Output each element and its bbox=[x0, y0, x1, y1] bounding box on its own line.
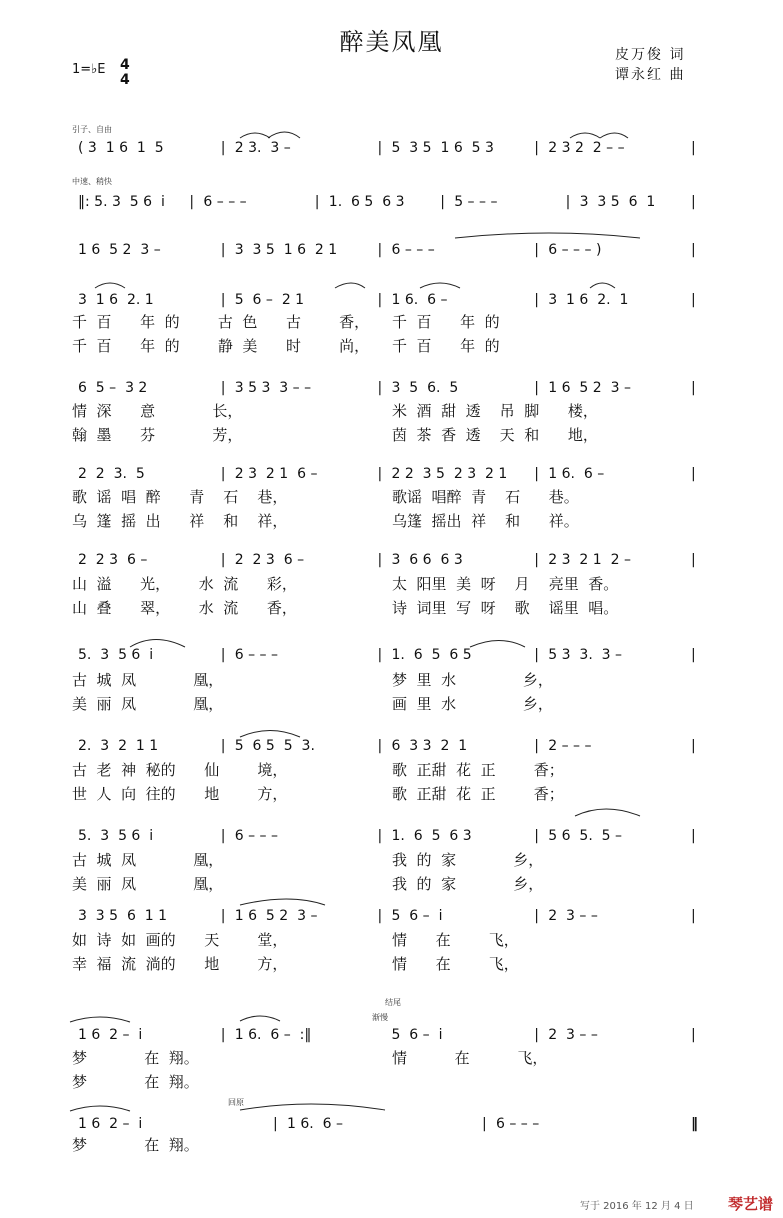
lyric-line bbox=[0, 574, 783, 594]
lyric-phrase: 我 的 家 乡， bbox=[392, 875, 544, 893]
barline: | bbox=[377, 242, 383, 258]
barline: | bbox=[220, 466, 226, 482]
notation-line bbox=[0, 290, 783, 314]
measure: 3 5 3 3 – – bbox=[234, 380, 312, 396]
barline: | bbox=[691, 908, 696, 924]
notation-line bbox=[0, 906, 783, 930]
measure: 6 – – – bbox=[391, 242, 435, 258]
barline: | bbox=[220, 242, 226, 258]
barline: | bbox=[691, 647, 696, 663]
lyric-phrase: 情 在 飞， bbox=[392, 931, 519, 949]
measure: 2 2 3 6 – bbox=[78, 552, 148, 568]
measure: 1 6 5 2 3 – bbox=[78, 242, 161, 258]
barline: | bbox=[534, 908, 539, 924]
barline: | bbox=[691, 242, 696, 258]
measure: 6 – – – bbox=[203, 194, 247, 210]
lyric-phrase: 古 城 凤 凰， bbox=[72, 671, 224, 689]
measure: 2 – – – bbox=[548, 738, 592, 754]
lyric-line bbox=[0, 1048, 783, 1068]
barline: | bbox=[377, 552, 383, 568]
composer-credit: 谭永红 曲 bbox=[615, 67, 686, 83]
lyric-phrase: 梦 在 翔。 bbox=[72, 1049, 199, 1067]
notation-line bbox=[0, 464, 783, 488]
measure: 5. 3 5 6 i bbox=[78, 647, 154, 663]
barline: | bbox=[534, 828, 539, 844]
barline: | bbox=[377, 380, 383, 396]
barline: | bbox=[220, 908, 226, 924]
measure: 1 6. 6 – bbox=[548, 466, 605, 482]
measure: 2 3 – – bbox=[548, 908, 598, 924]
barline: | bbox=[273, 1116, 278, 1132]
barline: | bbox=[534, 552, 539, 568]
lyric-phrase: 歌 正甜 花 正 香； bbox=[392, 761, 564, 779]
lyric-phrase: 我 的 家 乡， bbox=[392, 851, 544, 869]
measure: 2 3 2 1 6 – bbox=[234, 466, 318, 482]
measure: 5 6 – 2 1 bbox=[234, 292, 305, 308]
lyric-phrase: 画 里 水 乡， bbox=[392, 695, 553, 713]
barline: | bbox=[691, 828, 696, 844]
barline: | bbox=[691, 738, 696, 754]
measure: ‖: 5. 3 5 6 i bbox=[78, 194, 165, 210]
lyric-line bbox=[0, 874, 783, 894]
measure: 5 3 5 1 6 5 3 bbox=[391, 140, 494, 156]
barline: | bbox=[691, 466, 696, 482]
barline: | bbox=[220, 552, 226, 568]
song-title: 醉美凤凰 bbox=[339, 28, 444, 56]
lyric-line bbox=[0, 784, 783, 804]
lyric-line bbox=[0, 425, 783, 445]
lyric-phrase: 千 百 年 的 bbox=[392, 313, 500, 331]
lyric-phrase: 梦 里 水 乡， bbox=[392, 671, 553, 689]
lyric-phrase: 梦 在 翔。 bbox=[72, 1073, 199, 1091]
barline: | bbox=[377, 140, 383, 156]
lyric-line bbox=[0, 850, 783, 870]
coda-mark: 回原 bbox=[228, 1098, 244, 1107]
lyric-line bbox=[0, 401, 783, 421]
barline: | bbox=[377, 738, 383, 754]
measure: 1 6 5 2 3 – bbox=[548, 380, 631, 396]
lyric-phrase: 情 深 意 长， bbox=[72, 402, 243, 420]
lyric-phrase: 古 城 凤 凰， bbox=[72, 851, 224, 869]
notation-line bbox=[0, 192, 783, 216]
barline: | bbox=[482, 1116, 487, 1132]
lyric-phrase: 诗 词里 写 呀 歌 谣里 唱。 bbox=[392, 599, 619, 617]
measure: 1 6. 6 – bbox=[287, 1116, 343, 1132]
barline: | bbox=[691, 380, 696, 396]
barline: | bbox=[440, 194, 445, 210]
lyric-phrase: 千 百 年 的 古 色 古 香， bbox=[72, 313, 370, 331]
tempo-mark: 中速、稍快 bbox=[72, 177, 112, 186]
notation-line bbox=[0, 1025, 783, 1049]
notation-line bbox=[0, 736, 783, 760]
measure: 1 6. 6 – :‖ bbox=[234, 1027, 312, 1043]
measure: 2 2 3. 5 bbox=[78, 466, 145, 482]
measure: 3 3 5 1 6 2 1 bbox=[234, 242, 338, 258]
barline: | bbox=[534, 140, 539, 156]
barline: | bbox=[377, 292, 383, 308]
measure: 5 6 – i bbox=[391, 1027, 443, 1043]
barline: | bbox=[220, 292, 226, 308]
notation-line bbox=[0, 645, 783, 669]
lyric-line bbox=[0, 1072, 783, 1092]
lyric-line bbox=[0, 487, 783, 507]
ending-mark: 结尾 bbox=[385, 998, 401, 1007]
lyric-line bbox=[0, 760, 783, 780]
notation-line bbox=[0, 826, 783, 850]
measure: 2 3. 3 – bbox=[234, 140, 291, 156]
barline: | bbox=[377, 908, 383, 924]
measure: 1 6 2 – i bbox=[78, 1116, 143, 1132]
barline: | bbox=[220, 1027, 226, 1043]
lyric-phrase: 幸 福 流 淌的 地 方， bbox=[72, 955, 288, 973]
lyric-phrase: 情 在 飞， bbox=[392, 955, 519, 973]
lyric-phrase: 如 诗 如 画的 天 堂， bbox=[72, 931, 288, 949]
lyric-phrase: 乌篷 摇出 祥 和 祥。 bbox=[392, 512, 579, 530]
measure: ( 3 1 6 1 5 bbox=[78, 140, 164, 156]
lyric-line bbox=[0, 670, 783, 690]
measure: 3 1 6 2. 1 bbox=[78, 292, 154, 308]
lyric-line bbox=[0, 511, 783, 531]
measure: 5 – – – bbox=[454, 194, 498, 210]
measure: 2 2 3 5 2 3 2 1 bbox=[391, 466, 508, 482]
key-signature: 1=♭E bbox=[72, 62, 106, 77]
lyric-line bbox=[0, 930, 783, 950]
measure: 6 5 – 3 2 bbox=[78, 380, 148, 396]
measure: 2 3 – – bbox=[548, 1027, 598, 1043]
lyric-phrase: 美 丽 凤 凰， bbox=[72, 875, 224, 893]
barline: | bbox=[314, 194, 320, 210]
lyric-phrase: 世 人 向 往的 地 方， bbox=[72, 785, 288, 803]
barline: | bbox=[691, 140, 696, 156]
lyric-line bbox=[0, 336, 783, 356]
notation-line bbox=[0, 138, 783, 162]
notation-line bbox=[0, 378, 783, 402]
lyric-phrase: 太 阳里 美 呀 月 亮里 香。 bbox=[392, 575, 619, 593]
barline: | bbox=[565, 194, 571, 210]
measure: 6 – – – bbox=[496, 1116, 540, 1132]
measure: 1. 6 5 6 3 bbox=[328, 194, 405, 210]
intro-mark: 引子、自由 bbox=[72, 125, 112, 134]
lyric-phrase: 千 百 年 的 bbox=[392, 337, 500, 355]
measure: 6 – – – bbox=[234, 647, 279, 663]
barline: | bbox=[534, 647, 539, 663]
lyric-phrase: 情 在 飞， bbox=[392, 1049, 548, 1067]
barline: | bbox=[377, 647, 383, 663]
measure: 2 3 2 1 2 – bbox=[548, 552, 631, 568]
measure: 6 3 3 2 1 bbox=[391, 738, 468, 754]
lyric-line bbox=[0, 312, 783, 332]
barline: | bbox=[220, 828, 226, 844]
lyric-phrase: 翰 墨 芬 芳， bbox=[72, 426, 243, 444]
lyric-phrase: 乌 篷 摇 出 祥 和 祥， bbox=[72, 512, 288, 530]
measure: 6 – – – ) bbox=[548, 242, 602, 258]
measure: 2. 3 2 1 1 bbox=[78, 738, 159, 754]
measure: 5 3 3. 3 – bbox=[548, 647, 623, 663]
barline: | bbox=[691, 292, 696, 308]
barline: | bbox=[220, 140, 226, 156]
measure: 1 6 2 – i bbox=[78, 1027, 143, 1043]
time-signature bbox=[120, 58, 130, 88]
barline: | bbox=[534, 242, 539, 258]
watermark: 琴艺谱 bbox=[727, 1195, 773, 1213]
barline: | bbox=[220, 380, 226, 396]
rit-mark: 渐慢 bbox=[372, 1013, 388, 1022]
barline: | bbox=[691, 194, 696, 210]
measure: 1 6 5 2 3 – bbox=[234, 908, 318, 924]
measure: 1. 6 5 6 3 bbox=[391, 828, 472, 844]
measure: 3 1 6 2. 1 bbox=[548, 292, 629, 308]
measure: 6 – – – bbox=[234, 828, 279, 844]
time-sig-top: 4 bbox=[120, 57, 130, 73]
notation-line bbox=[0, 240, 783, 264]
barline: | bbox=[534, 1027, 539, 1043]
measure: 1 6. 6 – bbox=[391, 292, 448, 308]
lyricist-credit: 皮万俊 词 bbox=[615, 47, 686, 63]
lyric-phrase: 米 酒 甜 透 吊 脚 楼， bbox=[392, 402, 598, 420]
barline: | bbox=[534, 380, 539, 396]
barline: | bbox=[189, 194, 195, 210]
measure: 5 6 5. 5 – bbox=[548, 828, 623, 844]
lyric-phrase: 古 老 神 秘的 仙 境， bbox=[72, 761, 288, 779]
measure: 5. 3 5 6 i bbox=[78, 828, 154, 844]
measure: 3 5 6. 5 bbox=[391, 380, 459, 396]
barline: | bbox=[691, 552, 696, 568]
measure: 2 3 2 2 – – bbox=[548, 140, 625, 156]
notation-line bbox=[0, 550, 783, 574]
lyric-phrase: 歌谣 唱醉 青 石 巷。 bbox=[392, 488, 579, 506]
measure: 3 3 5 6 1 bbox=[579, 194, 656, 210]
barline: | bbox=[534, 292, 539, 308]
barline: | bbox=[534, 738, 539, 754]
measure: 5 6 5 5 3. bbox=[234, 738, 315, 754]
date-note: 写于 2016 年 12 月 4 日 bbox=[580, 1201, 694, 1212]
lyric-line bbox=[0, 694, 783, 714]
lyric-phrase: 茵 茶 香 透 天 和 地， bbox=[392, 426, 598, 444]
barline: | bbox=[534, 466, 539, 482]
lyric-line bbox=[0, 1135, 783, 1155]
measure: 2 2 3 6 – bbox=[234, 552, 305, 568]
barline: | bbox=[220, 738, 226, 754]
measure: 1. 6 5 6 5 bbox=[391, 647, 472, 663]
measure: 3 3 5 6 1 1 bbox=[78, 908, 168, 924]
lyric-line bbox=[0, 598, 783, 618]
barline: | bbox=[220, 647, 226, 663]
barline: | bbox=[377, 828, 383, 844]
lyric-phrase: 美 丽 凤 凰， bbox=[72, 695, 224, 713]
time-sig-bottom: 4 bbox=[120, 72, 130, 88]
lyric-phrase: 梦 在 翔。 bbox=[72, 1136, 199, 1154]
barline: | bbox=[691, 1027, 696, 1043]
lyric-phrase: 千 百 年 的 静 美 时 尚， bbox=[72, 337, 370, 355]
barline: ‖ bbox=[691, 1116, 698, 1132]
measure: 3 6 6 6 3 bbox=[391, 552, 463, 568]
lyric-phrase: 山 溢 光， 水 流 彩， bbox=[72, 575, 297, 593]
lyric-line bbox=[0, 954, 783, 974]
barline: | bbox=[377, 466, 383, 482]
measure: 5 6 – i bbox=[391, 908, 443, 924]
lyric-phrase: 歌 正甜 花 正 香； bbox=[392, 785, 564, 803]
lyric-phrase: 山 叠 翠， 水 流 香， bbox=[72, 599, 297, 617]
lyric-phrase: 歌 谣 唱 醉 青 石 巷， bbox=[72, 488, 288, 506]
